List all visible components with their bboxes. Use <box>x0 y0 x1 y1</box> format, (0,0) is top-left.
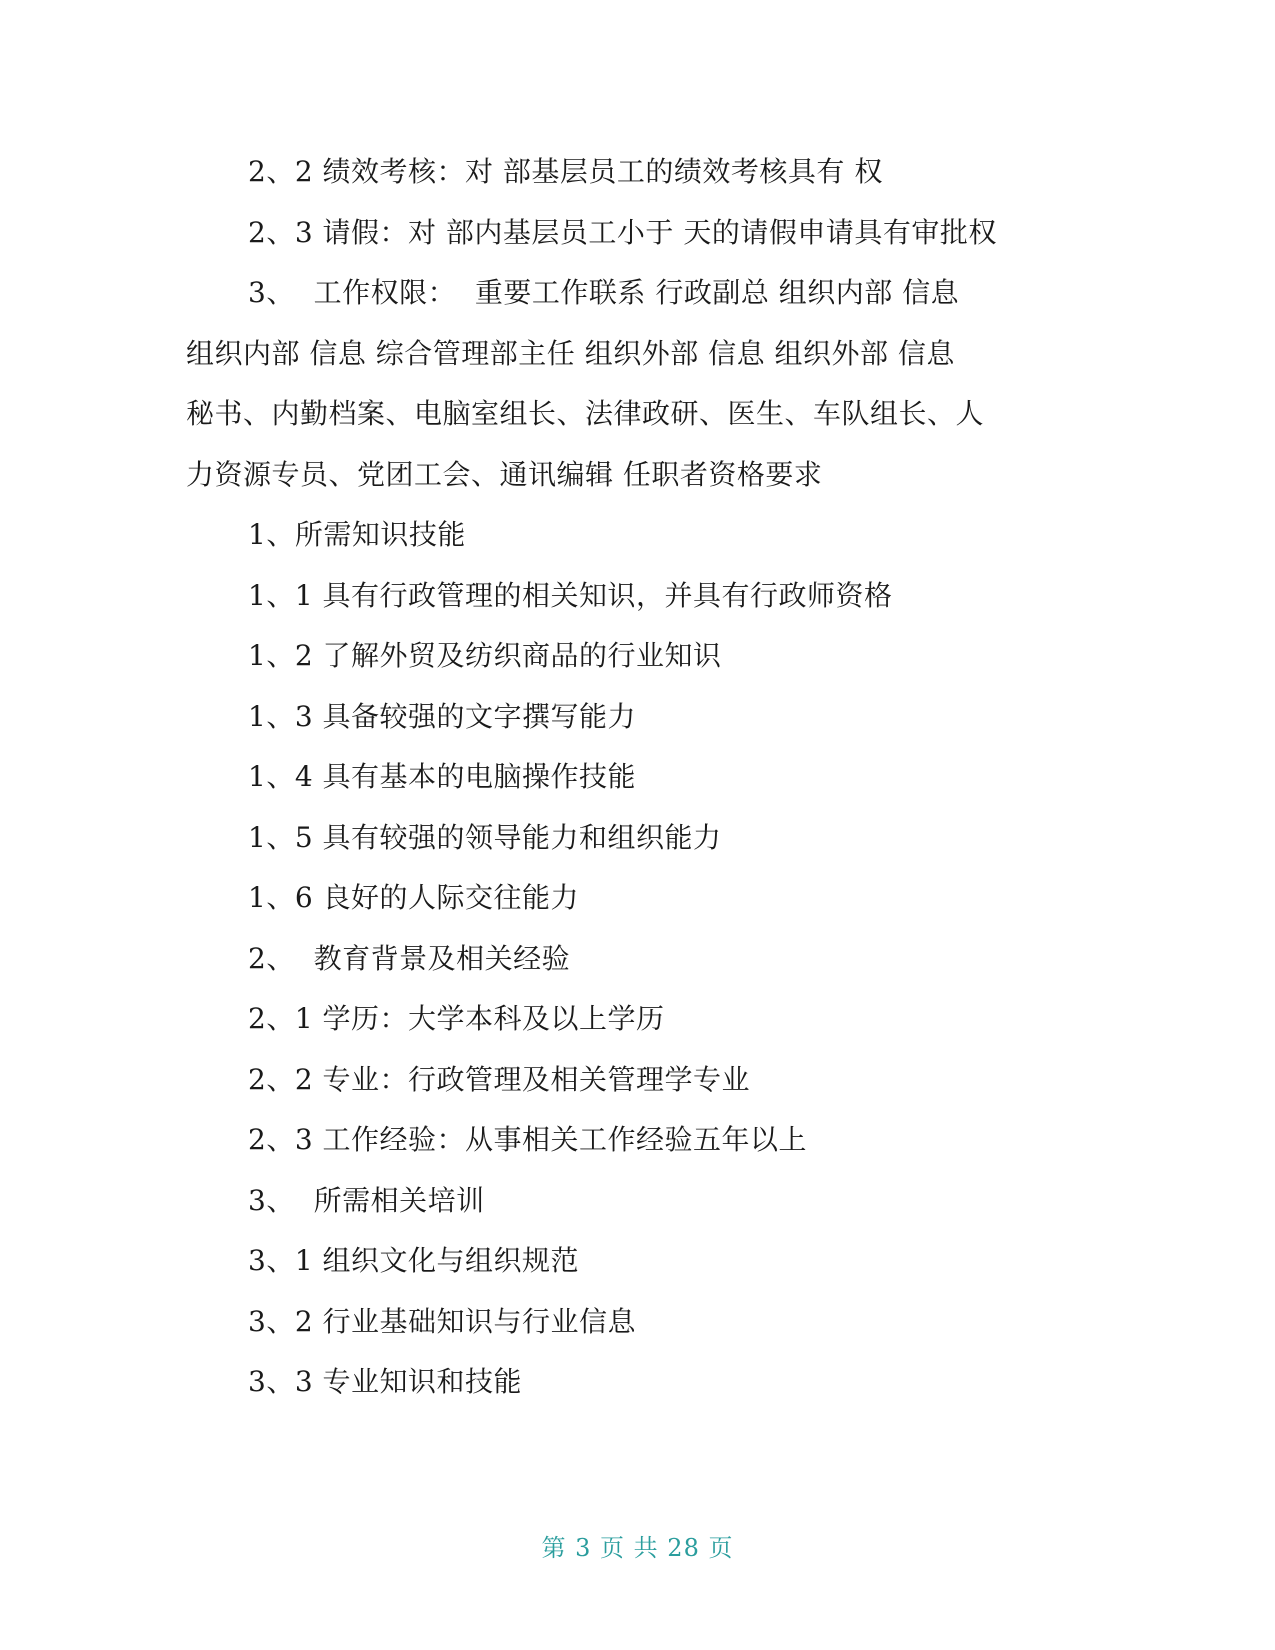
list-item: 3、2 行业基础知识与行业信息 <box>248 1304 637 1338</box>
list-item: 2、1 学历：大学本科及以上学历 <box>248 1002 665 1035</box>
text-line: 力资源专员、党团工会、通讯编辑 任职者资格要求 <box>186 457 823 491</box>
list-item: 1、4 具有基本的电脑操作技能 <box>248 760 637 793</box>
text-line: 2、2 绩效考核：对 部基层员工的绩效考核具有 权 <box>248 155 883 188</box>
list-item: 1、1 具有行政管理的相关知识，并具有行政师资格 <box>248 578 893 612</box>
document-body <box>186 142 1066 1413</box>
section-heading: 1、所需知识技能 <box>248 518 466 551</box>
list-item: 2、3 工作经验：从事相关工作经验五年以上 <box>248 1123 808 1156</box>
list-item: 1、2 了解外贸及纺织商品的行业知识 <box>248 639 722 672</box>
list-item: 2、2 专业：行政管理及相关管理学专业 <box>248 1062 751 1096</box>
text-line: 3、 工作权限： 重要工作联系 行政副总 组织内部 信息 <box>248 276 960 309</box>
list-item: 1、6 良好的人际交往能力 <box>248 881 580 914</box>
section-heading: 2、 教育背景及相关经验 <box>248 941 571 975</box>
page-number-footer: 第 3 页 共 28 页 <box>541 1534 734 1562</box>
text-line: 秘书、内勤档案、电脑室组长、法律政研、医生、车队组长、人 <box>186 397 985 430</box>
list-item: 1、5 具有较强的领导能力和组织能力 <box>248 820 722 854</box>
list-item: 3、3 专业知识和技能 <box>248 1365 523 1398</box>
list-item: 1、3 具备较强的文字撰写能力 <box>248 699 637 733</box>
list-item: 3、1 组织文化与组织规范 <box>248 1244 580 1277</box>
section-heading: 3、 所需相关培训 <box>248 1183 485 1217</box>
text-line: 2、3 请假：对 部内基层员工小于 天的请假申请具有审批权 <box>248 215 997 249</box>
text-line: 组织内部 信息 综合管理部主任 组织外部 信息 组织外部 信息 <box>186 336 955 370</box>
